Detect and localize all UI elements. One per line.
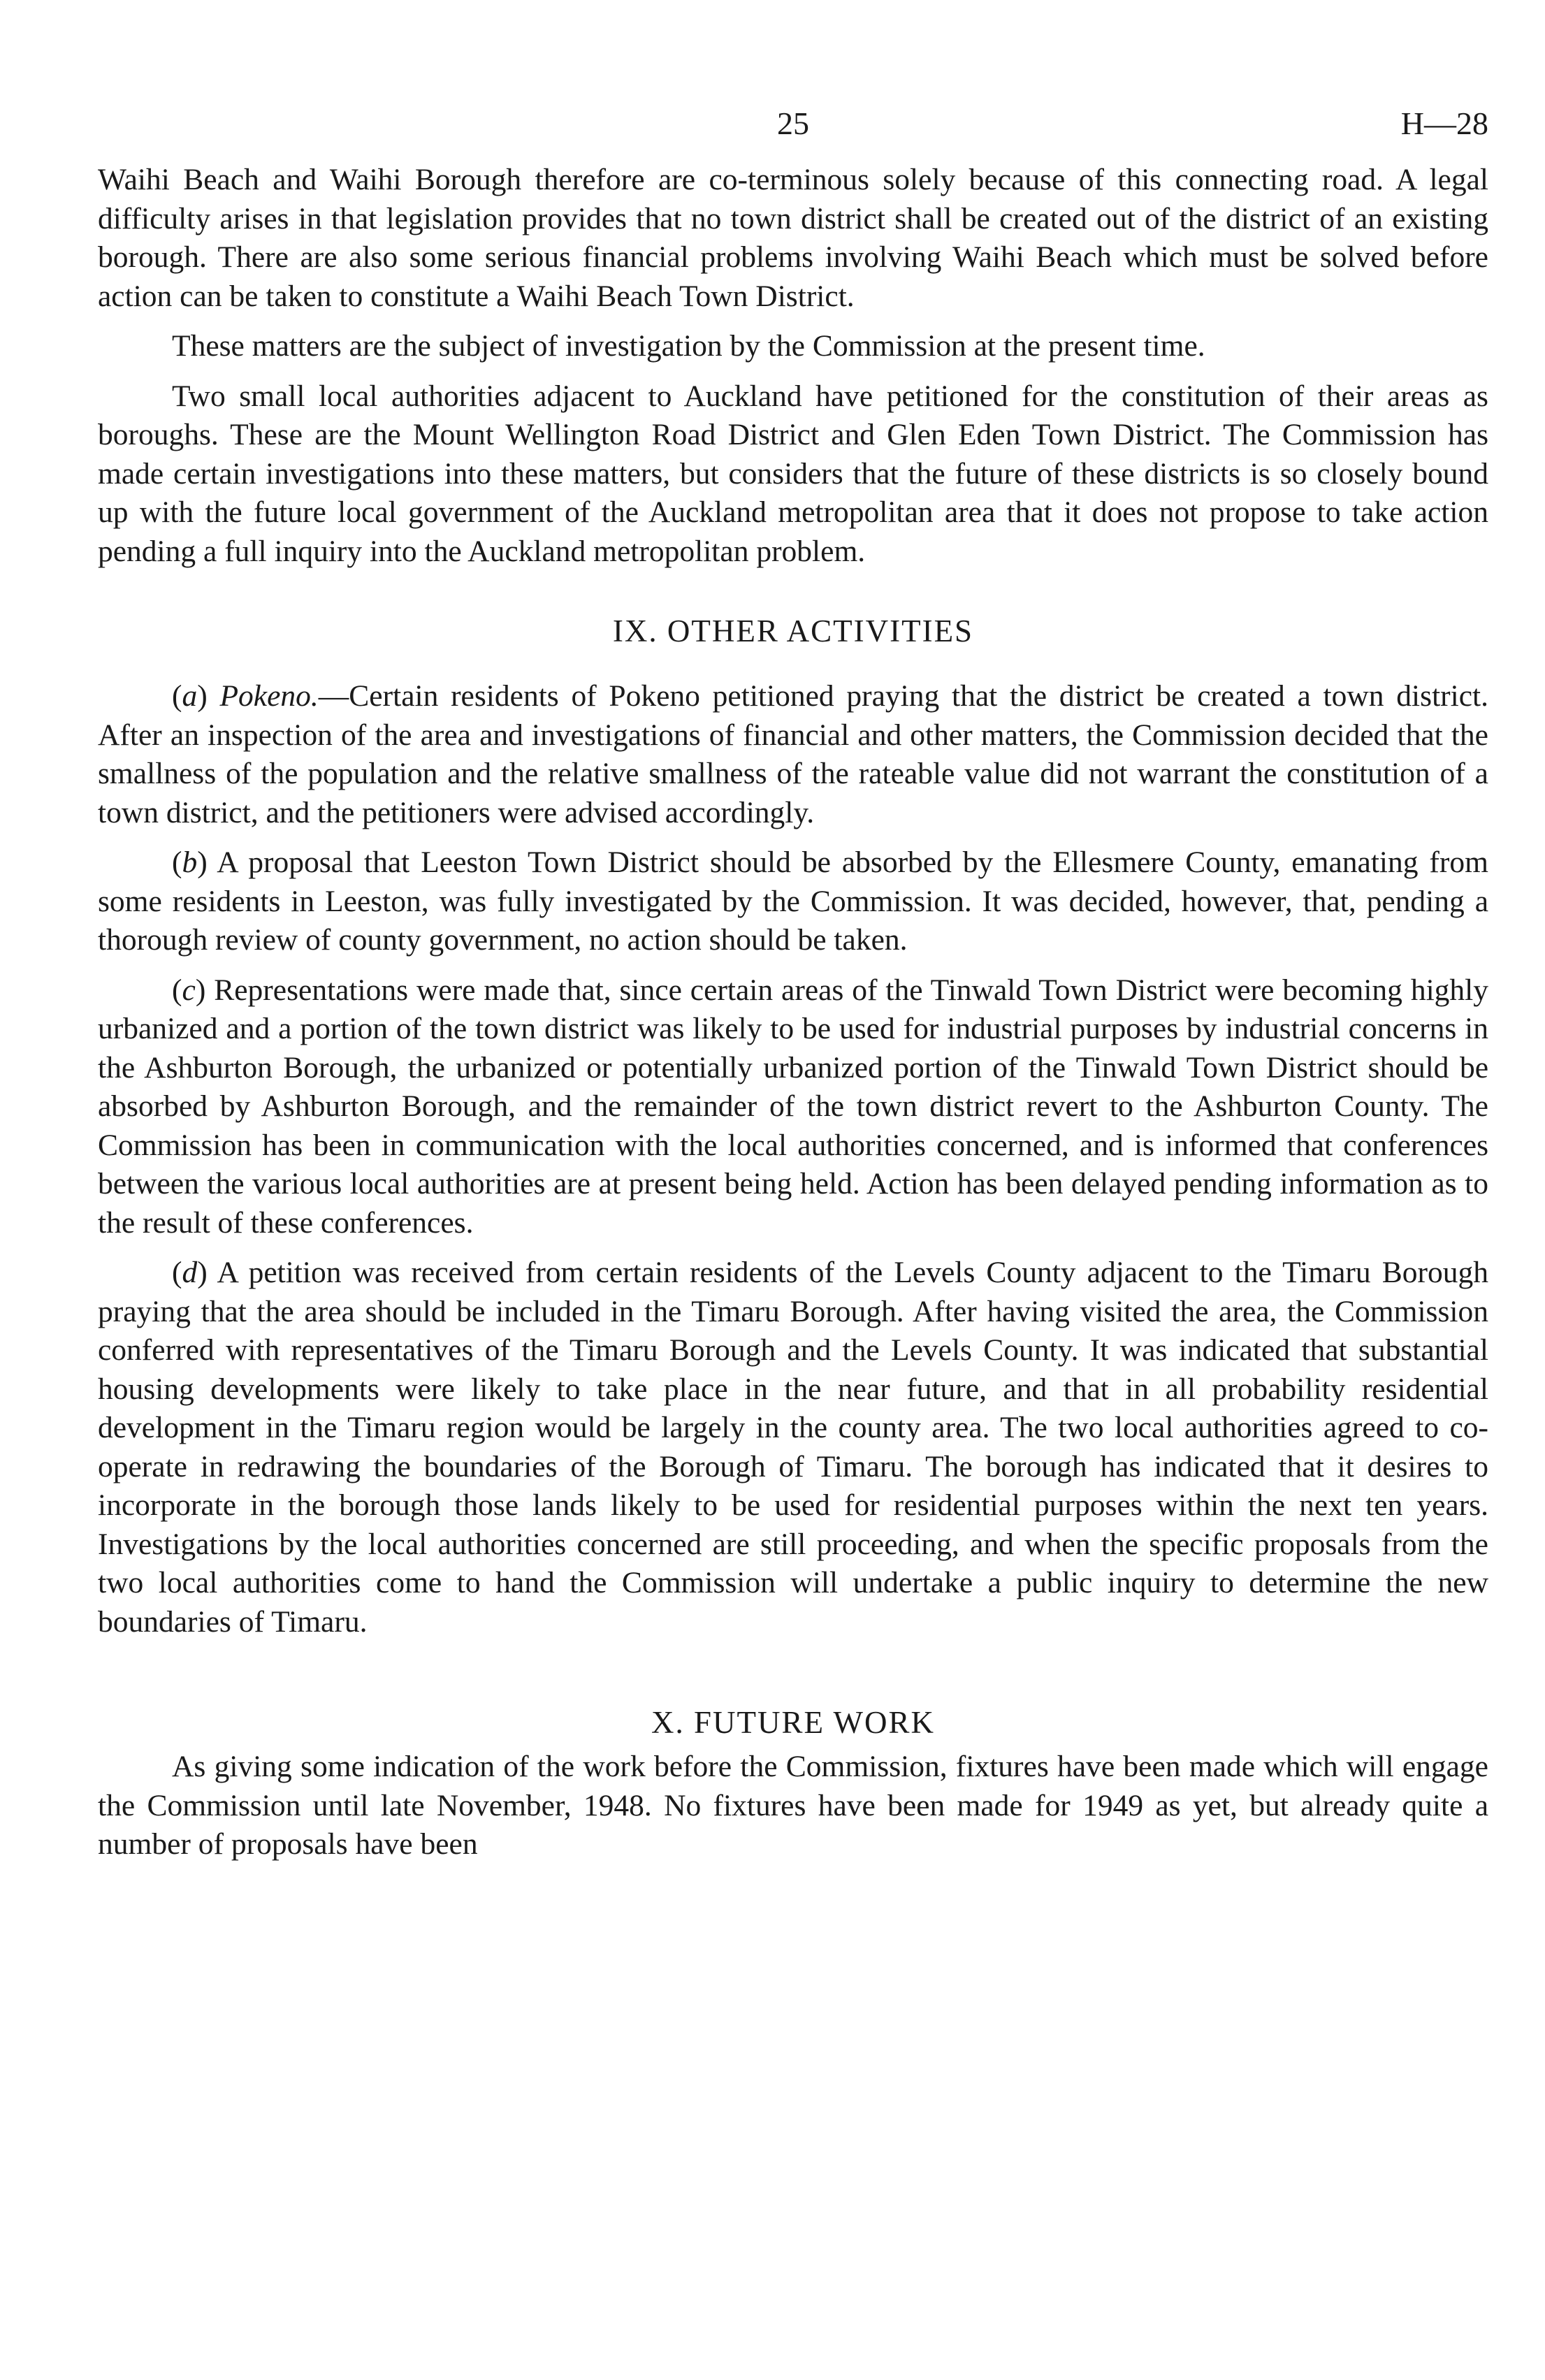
paragraph-auckland-boroughs: Two small local authorities adjacent to Auckland have petitioned for the constitution of their areas as boroughs. These are the Mount Wellington Road District and Glen Eden Town District. The Commission has made certain investigations into these matters, but considers that the future of these districts is so closely bound up with the future local government of the Auckland metropolitan area that it does not propose to take action pending a full inquiry into the Auckland metropolitan problem.	[98, 379, 1488, 568]
running-head	[98, 105, 1488, 161]
document-page	[98, 105, 1488, 1875]
item-letter: c	[182, 973, 196, 1007]
item-c-tinwald: (c) Representations were made that, since certain areas of the Tinwald Town District were becoming highly urbanized and a portion of the town district was likely to be used for industrial purposes by industrial concerns in the Ashburton Borough, the urbanized or potentially urbanized portion of the Tinwald Town District should be absorbed by Ashburton Borough, and the remainder of the town district revert to the Ashburton County. The Commission has been in communication with the local authorities concerned, and is informed that conferences between the various local authorities are at present being held. Action has been delayed pending information as to the result of these conferences.	[98, 973, 1488, 1240]
item-a-pokeno: (a) Pokeno.—Certain residents of Pokeno petitioned praying that the district be created a town district. After an inspection of the area and investigations of financial and other matters, the Commission decided that the smallness of the population and the relative smallness of the rateable value did not warrant the constitution of a town district, and the petitioners were advised accordingly.	[98, 679, 1488, 829]
item-text: A petition was received from certain residents of the Levels County adjacent to the Timaru Borough praying that the area should be included in the Timaru Borough. After having visited the area, the Commission conferred with representatives of the Timaru Borough and the Levels County. It was indicated that substantial housing developments were likely to take place in the near future, and that in all probability residential development in the Timaru region would be largely in the county area. The two local authorities agreed to co-operate in redrawing the boundaries of the Borough of Timaru. The borough has indicated that it desires to incorporate in the borough those lands likely to be used for residential purposes within the next ten years. Investigations by the local authorities concerned are still proceeding, and when the specific proposals from the two local authorities come to hand the Commission will undertake a public inquiry to determine the new boundaries of Timaru.	[98, 1256, 1488, 1639]
paragraph-future-work: As giving some indication of the work before the Commission, fixtures have been made which will engage the Commission until late November, 1948. No fixtures have been made for 1949 as yet, but already quite a number of proposals have been	[98, 1750, 1488, 1861]
item-text: —Certain residents of Pokeno petitioned praying that the district be created a town district. After an inspection of the area and investigations of financial and other matters, the Commission decided that the smallness of the population and the relative smallness of the rateable value did not warrant the constitution of a town district, and the petitioners were advised accordingly.	[98, 679, 1488, 829]
item-letter: b	[182, 846, 198, 879]
paragraph-investigation: These matters are the subject of investigation by the Commission at the present time.	[172, 329, 1205, 363]
document-reference: H—28	[1400, 106, 1488, 141]
item-b-leeston: (b) A proposal that Leeston Town District should be absorbed by the Ellesmere County, emanating from some residents in Leeston, was fully investigated by the Commission. It was decided, however, that, pending a thorough review of county government, no action should be taken.	[98, 846, 1488, 957]
item-d-timaru: (d) A petition was received from certain residents of the Levels County adjacent to the Timaru Borough praying that the area should be included in the Timaru Borough. After having visited the area, the Commission conferred with representatives of the Timaru Borough and the Levels County. It was indicated that substantial housing developments were likely to take place in the near future, and that in all probability residential development in the Timaru region would be largely in the county area. The two local authorities agreed to co-operate in redrawing the boundaries of the Borough of Timaru. The borough has indicated that it desires to incorporate in the borough those lands likely to be used for residential purposes within the next ten years. Investigations by the local authorities concerned are still proceeding, and when the specific proposals from the two local authorities come to hand the Commission will undertake a public inquiry to determine the new boundaries of Timaru.	[98, 1256, 1488, 1639]
item-title: Pokeno.	[219, 679, 319, 713]
section-heading-future-work: X. FUTURE WORK	[651, 1705, 935, 1740]
item-letter: d	[182, 1256, 198, 1289]
item-text: Representations were made that, since certain areas of the Tinwald Town District were becoming highly urbanized and a portion of the town district was likely to be used for industrial purposes by industrial concerns in the Ashburton Borough, the urbanized or potentially urbanized portion of the Tinwald Town District should be absorbed by Ashburton Borough, and the remainder of the town district revert to the Ashburton County. The Commission has been in communication with the local authorities concerned, and is informed that conferences between the various local authorities are at present being held. Action has been delayed pending information as to the result of these conferences.	[98, 973, 1488, 1240]
paragraph-waihi-beach: Waihi Beach and Waihi Borough therefore are co-terminous solely because of this connecting road. A legal difficulty arises in that legislation provides that no town district shall be created out of the district of an existing borough. There are also some serious financial problems involving Waihi Beach which must be solved before action can be taken to constitute a Waihi Beach Town District.	[98, 163, 1488, 313]
section-heading-other-activities: IX. OTHER ACTIVITIES	[612, 614, 974, 648]
item-text: A proposal that Leeston Town District should be absorbed by the Ellesmere County, emanating from some residents in Leeston, was fully investigated by the Commission. It was decided, however, that, pending a thorough review of county government, no action should be taken.	[98, 846, 1488, 957]
page-number: 25	[777, 106, 809, 141]
item-letter: a	[182, 679, 198, 713]
